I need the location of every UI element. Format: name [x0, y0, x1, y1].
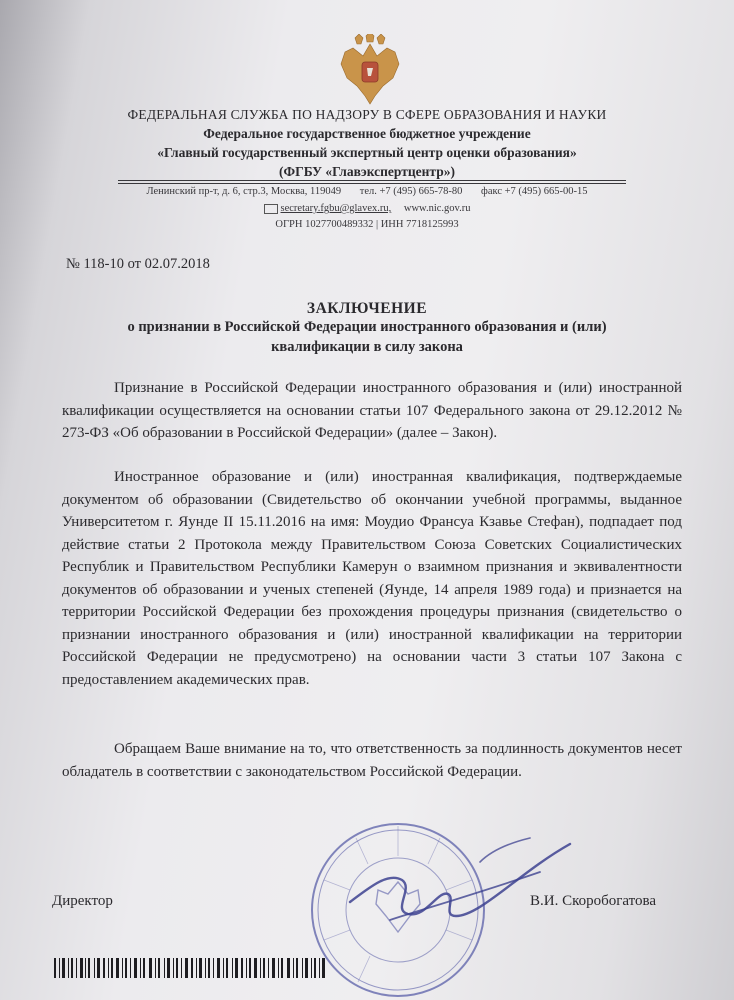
document-subtitle-line-1: о признании в Российской Федерации иностранного образования и (или) — [127, 319, 607, 335]
agency-name: ФЕДЕРАЛЬНАЯ СЛУЖБА ПО НАДЗОРУ В СФЕРЕ ОБРАЗОВАНИЯ И НАУКИ — [127, 107, 607, 122]
website: www.nic.gov.ru — [403, 203, 471, 214]
document-reference: № 118-10 от 02.07.2018 — [66, 256, 210, 272]
paragraph-1-text: Признание в Российской Федерации иностранного образования и (или) иностранной квалификации осуществляется на основании статьи 107 Федерального закона от 29.12.2012 № 273-ФЗ «Об образовании в Российской Федерации» (далее – Закон). — [62, 380, 682, 441]
paragraph-2-text: Иностранное образование и (или) иностранная квалификация, подтверждаемые документом об образовании (Свидетельство об окончании учебной программы, выданное Университетом г. Яунде II 15.11.2016 на имя: Моудио Франсуа Кзавье Стефан), подпадает под действие статьи 2 Протокола между Правительством Союза Советских Социалистических Республик и Правительством Республики Камерун о взаимном признания и эквивалентности документов об образовании и ученых степеней (Яунде, 14 апреля 1989 года) и признается на территории Российской Федерации без прохождения процедуры признания (свидетельство о признании иностранного образования и (или) иностранной квалификации на территории Российской Федерации не предусмотрено) на основании части 3 статьи 107 Закона с предоставлением академических прав. — [62, 469, 682, 688]
address: Ленинский пр-т, д. 6, стр.3, Москва, 119049 — [146, 186, 342, 197]
document-subtitle-line-2: квалификации в силу закона — [271, 339, 463, 355]
registration-numbers: ОГРН 1027700489332 | ИНН 7718125993 — [275, 219, 459, 230]
email: secretary.fgbu@glavex.ru, — [280, 203, 392, 214]
paragraph-3 — [62, 738, 682, 783]
russian-coat-of-arms-emblem — [335, 34, 405, 108]
signatory-name: В.И. Скоробогатова — [530, 893, 657, 909]
signatory-position: Директор — [52, 893, 113, 909]
fax: факс +7 (495) 665-00-15 — [481, 186, 588, 197]
barcode — [54, 958, 329, 978]
document-title: ЗАКЛЮЧЕНИЕ — [306, 300, 428, 317]
header-divider — [118, 180, 626, 181]
handwritten-signature — [330, 832, 600, 952]
envelope-icon — [264, 204, 278, 214]
phone: тел. +7 (495) 665-78-80 — [359, 186, 463, 197]
contact-web-line — [0, 203, 734, 214]
paragraph-1 — [62, 377, 682, 445]
paragraph-2 — [62, 466, 682, 691]
institution-type: Федеральное государственное бюджетное учреждение — [203, 126, 531, 141]
paragraph-3-text: Обращаем Ваше внимание на то, что ответственность за подлинность документов несет обладатель в соответствии с законодательством Российской Федерации. — [62, 741, 682, 780]
center-short-name: (ФГБУ «Главэкспертцентр») — [279, 164, 455, 179]
center-full-name: «Главный государственный экспертный центр оценки образования» — [157, 145, 577, 160]
contact-line — [0, 186, 734, 197]
header-divider-thin — [118, 183, 626, 184]
